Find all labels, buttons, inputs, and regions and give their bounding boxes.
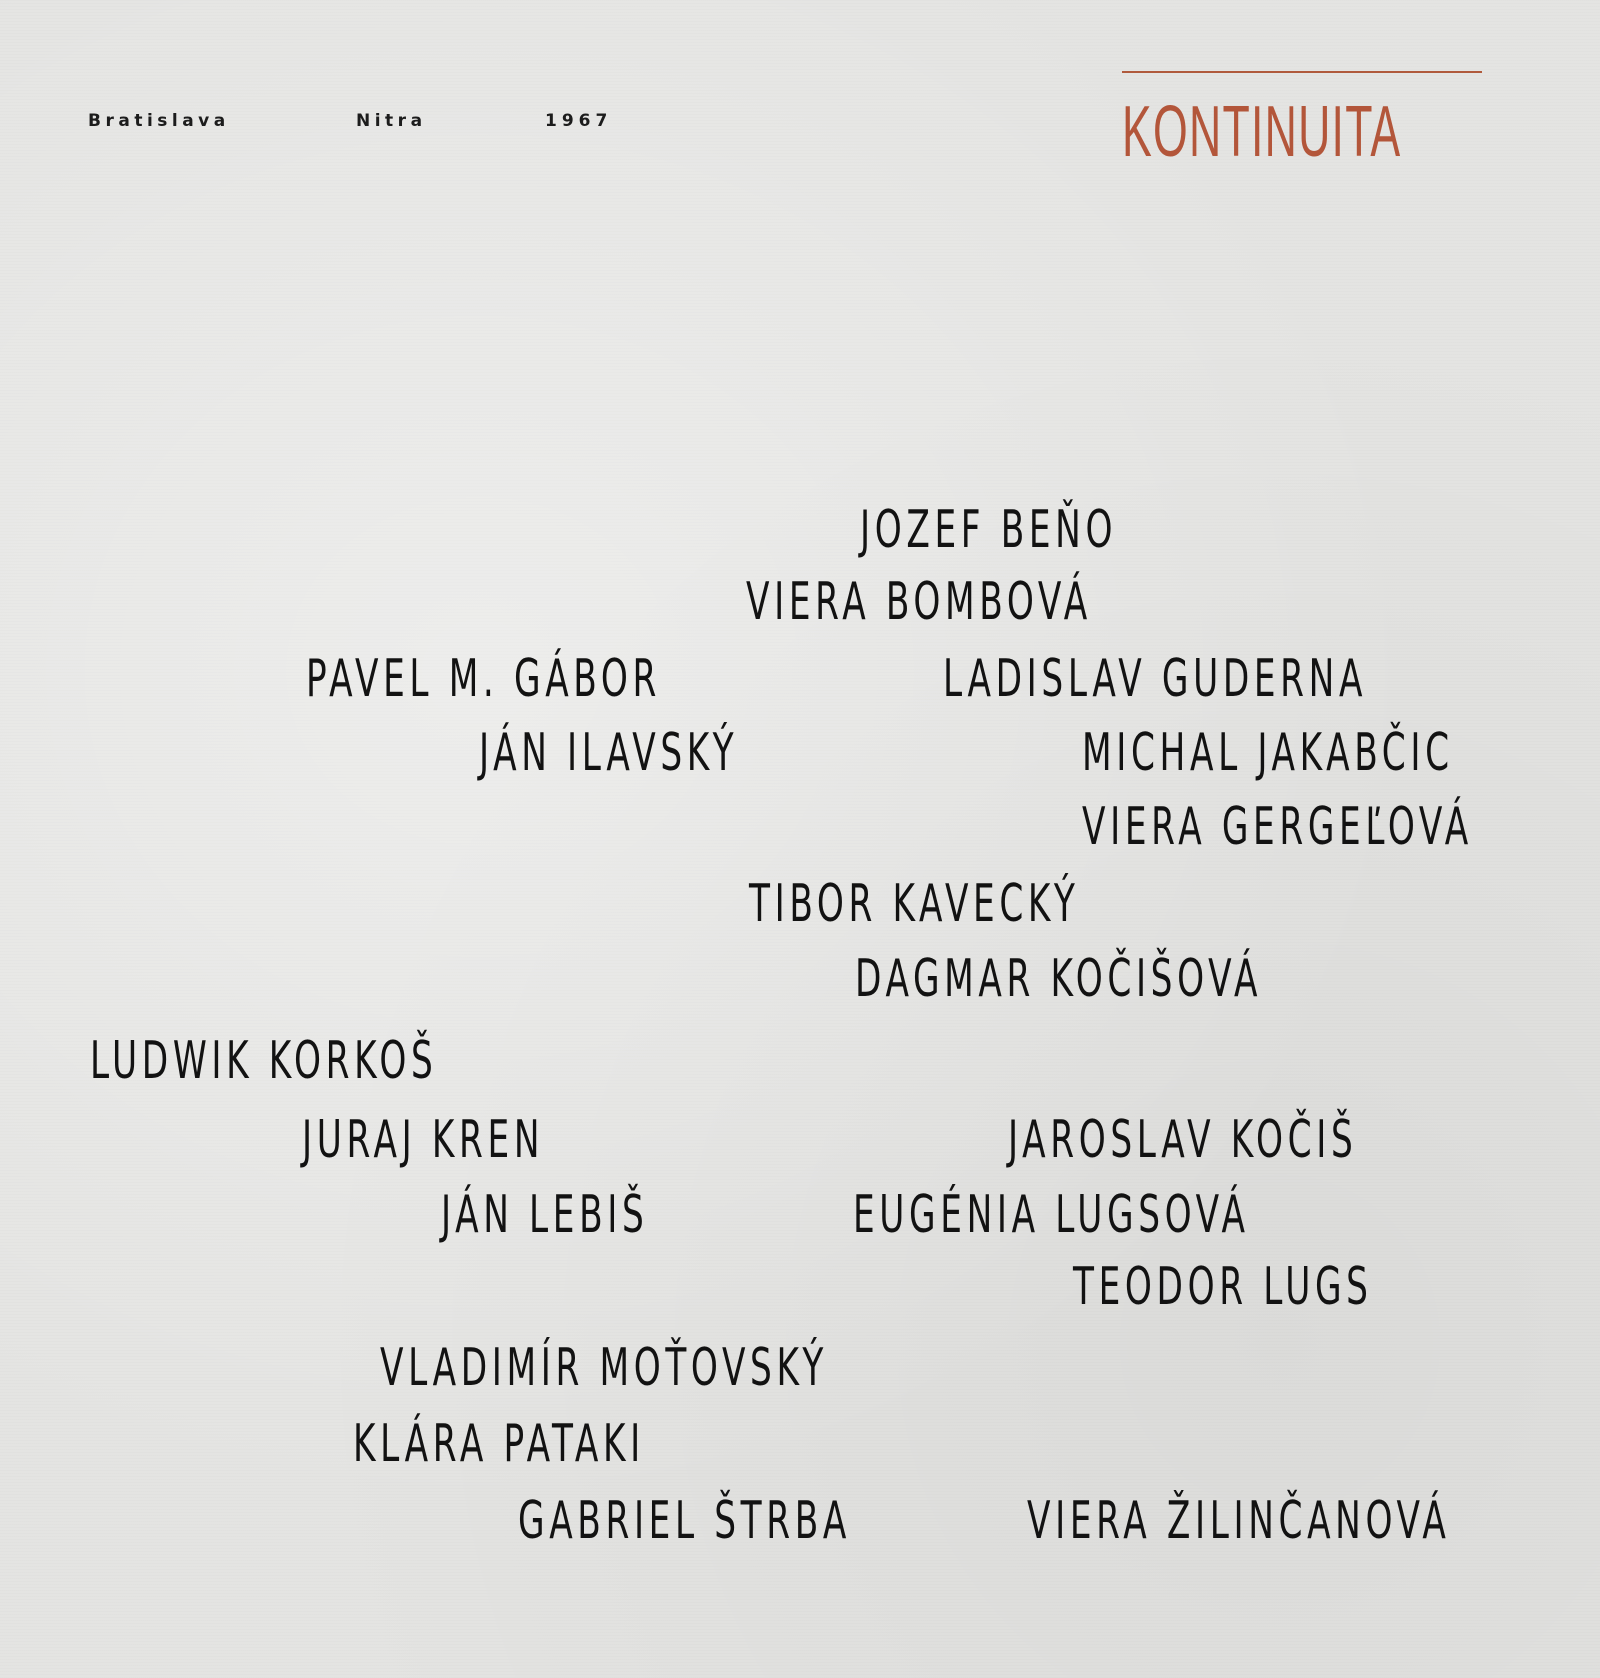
artist-name: VLADIMÍR MOŤOVSKÝ	[380, 1338, 828, 1398]
artist-name: JOZEF BEŇO	[860, 500, 1118, 560]
artist-name: EUGÉNIA LUGSOVÁ	[853, 1185, 1250, 1245]
artist-name: JÁN LEBIŠ	[441, 1185, 649, 1245]
artist-name: GABRIEL ŠTRBA	[518, 1491, 851, 1551]
year: 1967	[545, 111, 613, 131]
artist-name: JURAJ KREN	[302, 1110, 545, 1170]
artist-name: JÁN ILAVSKÝ	[479, 723, 739, 783]
title-rule	[1122, 71, 1482, 73]
artist-name: MICHAL JAKABČIC	[1082, 723, 1454, 783]
artist-name: JAROSLAV KOČIŠ	[1008, 1110, 1358, 1170]
artist-name: LADISLAV GUDERNA	[943, 649, 1368, 709]
artist-name: VIERA ŽILINČANOVÁ	[1027, 1491, 1451, 1551]
artist-name: LUDWIK KORKOŠ	[90, 1031, 438, 1091]
city-bratislava: Bratislava	[88, 111, 230, 131]
artist-name: TIBOR KAVECKÝ	[749, 874, 1080, 934]
cover-title: KONTINUITA	[1122, 92, 1402, 172]
city-nitra: Nitra	[356, 111, 427, 131]
artist-name: DAGMAR KOČIŠOVÁ	[855, 949, 1263, 1009]
artist-name: TEODOR LUGS	[1073, 1257, 1373, 1317]
artist-name: VIERA GERGEĽOVÁ	[1082, 797, 1473, 857]
artist-name: VIERA BOMBOVÁ	[746, 572, 1092, 632]
artist-name: PAVEL M. GÁBOR	[306, 649, 661, 709]
artist-name: KLÁRA PATAKI	[353, 1414, 645, 1474]
